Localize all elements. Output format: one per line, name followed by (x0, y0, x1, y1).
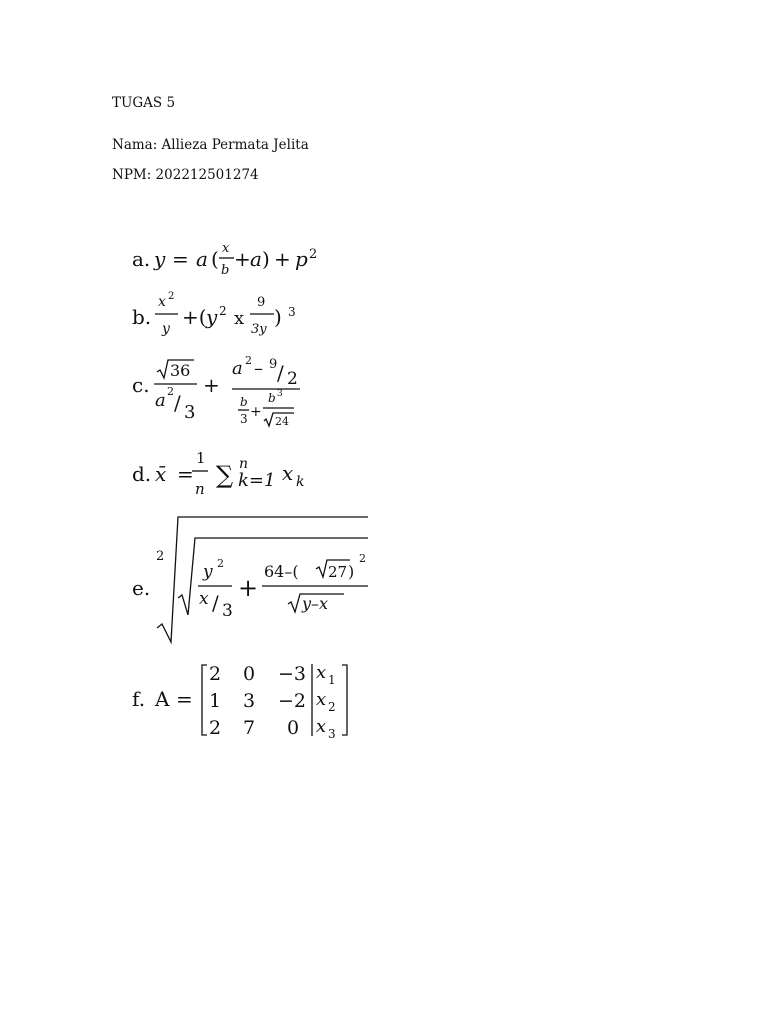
svg-text:36: 36 (170, 361, 191, 380)
svg-text:b.: b. (132, 305, 152, 329)
matrix-cell: 3 (243, 690, 256, 712)
svg-text:b: b (240, 395, 248, 409)
matrix-cell: 1 (209, 690, 222, 712)
svg-text:+: + (238, 574, 259, 602)
svg-text:): ) (262, 247, 270, 271)
svg-text:A: A (155, 687, 170, 711)
svg-text:/: / (174, 391, 181, 415)
matrix-cell: 0 (243, 663, 256, 685)
svg-text:=: = (177, 462, 194, 486)
svg-text:2: 2 (245, 354, 252, 367)
svg-text:k: k (296, 474, 305, 490)
svg-text:y: y (206, 305, 218, 329)
svg-text:2: 2 (287, 369, 298, 389)
matrix-cell: 7 (243, 717, 256, 739)
svg-text:/: / (212, 591, 219, 615)
svg-text:24: 24 (275, 415, 289, 428)
svg-text:–: – (254, 358, 263, 379)
equation-a (132, 241, 317, 278)
equation-e (132, 517, 368, 642)
svg-text:x: x (282, 461, 294, 485)
svg-text:9: 9 (257, 295, 266, 310)
svg-text:=: = (176, 687, 193, 711)
svg-text:y: y (154, 247, 166, 271)
svg-text:2: 2 (328, 700, 336, 714)
svg-text:2: 2 (309, 247, 318, 262)
matrix-cell: −2 (278, 690, 307, 712)
svg-text:p: p (295, 247, 308, 271)
svg-text:3: 3 (328, 727, 336, 741)
svg-text:/: / (277, 361, 284, 385)
svg-text:d.: d. (132, 462, 152, 486)
svg-text:x: x (158, 294, 166, 310)
svg-text:2: 2 (168, 291, 175, 302)
svg-text:x: x (316, 716, 327, 737)
svg-text:y–x: y–x (302, 594, 329, 613)
svg-text:=: = (172, 247, 189, 271)
svg-text:+(: +( (182, 305, 207, 329)
svg-text:2: 2 (359, 552, 366, 565)
svg-text:+: + (203, 373, 220, 397)
svg-text:a: a (232, 358, 243, 379)
student-name: Nama: Allieza Permata Jelita (112, 137, 309, 153)
svg-text:k=1: k=1 (238, 470, 276, 491)
svg-text:): ) (348, 562, 355, 581)
svg-text:2: 2 (217, 557, 224, 570)
svg-text:(: ( (211, 247, 219, 271)
svg-text:a: a (250, 247, 262, 271)
equation-f (132, 662, 347, 741)
svg-text:3: 3 (277, 389, 283, 399)
svg-text:+: + (234, 247, 251, 271)
student-npm: NPM: 202212501274 (112, 167, 259, 183)
svg-text:a: a (155, 390, 166, 411)
sigma-symbol: ∑ (216, 461, 234, 489)
svg-text:n: n (195, 480, 205, 498)
svg-text:3: 3 (288, 305, 296, 319)
matrix-cell: −3 (278, 663, 307, 685)
svg-text:27: 27 (328, 563, 348, 581)
svg-text:+: + (274, 247, 291, 271)
svg-text:3: 3 (184, 402, 196, 423)
svg-text:x̄: x̄ (155, 462, 167, 486)
svg-text:x: x (234, 308, 245, 329)
svg-text:x: x (316, 689, 327, 710)
svg-text:y: y (203, 562, 213, 582)
svg-text:2: 2 (219, 304, 227, 318)
document-title: TUGAS 5 (112, 95, 176, 111)
matrix-cell: 2 (209, 717, 222, 739)
equation-b (132, 291, 296, 337)
svg-text:3y: 3y (251, 322, 267, 337)
svg-text:3: 3 (222, 601, 233, 621)
equation-d (132, 449, 304, 498)
matrix-cell: 2 (209, 663, 222, 685)
equation-c (132, 354, 300, 428)
svg-text:c.: c. (132, 373, 150, 397)
svg-text:1: 1 (328, 673, 336, 687)
svg-text:2: 2 (167, 385, 174, 398)
svg-text:f.: f. (132, 687, 146, 711)
svg-text:a: a (196, 247, 208, 271)
svg-text:x: x (222, 241, 230, 256)
svg-text:9: 9 (269, 357, 278, 372)
svg-text:n: n (239, 456, 249, 472)
svg-text:a.: a. (132, 247, 151, 271)
svg-text:64–(: 64–( (264, 562, 299, 581)
svg-text:1: 1 (196, 449, 206, 467)
svg-text:3: 3 (240, 412, 248, 426)
svg-text:b: b (221, 263, 230, 278)
svg-text:y: y (162, 321, 170, 337)
svg-text:x: x (316, 662, 327, 683)
svg-text:+: + (250, 404, 262, 420)
svg-text:2: 2 (156, 549, 165, 564)
svg-text:e.: e. (132, 576, 151, 600)
svg-text:x: x (199, 589, 209, 609)
matrix-cell: 0 (287, 717, 300, 739)
svg-text:): ) (274, 305, 282, 329)
svg-text:b: b (268, 391, 276, 405)
